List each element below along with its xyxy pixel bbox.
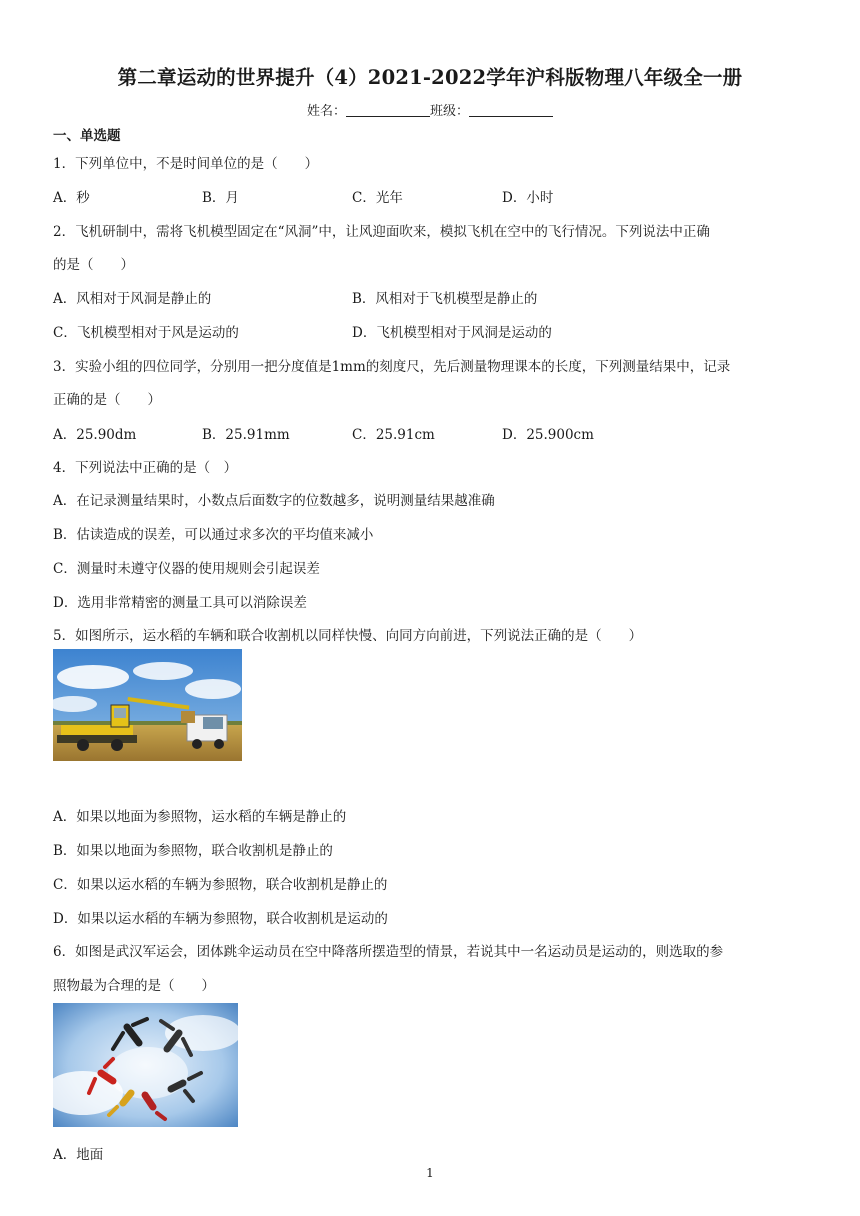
question-1-stem: 1．下列单位中，不是时间单位的是（ ） [53,156,319,172]
question-2-stem-line-2: 的是（ ） [53,257,134,273]
name-class-row [0,100,860,119]
skydivers-photo [53,1003,238,1127]
question-2-option-b: B．风相对于飞机模型是静止的 [352,291,538,307]
page-number: 1 [426,1166,434,1180]
class-blank[interactable] [469,104,553,117]
question-3-option-c: C．25.91cm [352,427,435,443]
question-2-option-c: C．飞机模型相对于风是运动的 [53,325,239,341]
question-1-option-b: B．月 [202,190,239,206]
question-1-option-d: D．小时 [502,190,554,206]
question-4-option-b: B．估读造成的误差，可以通过求多次的平均值来减小 [53,527,374,543]
question-3-option-d: D．25.900cm [502,427,594,443]
question-6-stem-line-2: 照物最为合理的是（ ） [53,978,215,994]
question-6-stem-line-1: 6．如图是武汉军运会，团体跳伞运动员在空中降落所摆造型的情景，若说其中一名运动员是运动的，则选取的参 [53,944,724,960]
question-3-stem-line-2: 正确的是（ ） [53,392,161,408]
question-5-stem: 5．如图所示，运水稻的车辆和联合收割机以同样快慢、向同方向前进，下列说法正确的是（ ） [53,628,643,644]
class-label: 班级： [430,104,470,119]
question-2-option-a: A．风相对于风洞是静止的 [53,291,212,307]
harvester-photo [53,649,242,761]
question-6-option-a: A．地面 [53,1147,104,1163]
question-4-option-c: C．测量时未遵守仪器的使用规则会引起误差 [53,561,320,577]
question-3-option-b: B．25.91mm [202,427,290,443]
question-5-option-d: D．如果以运水稻的车辆为参照物，联合收割机是运动的 [53,911,388,927]
question-1-option-a: A．秒 [53,190,90,206]
question-5-option-c: C．如果以运水稻的车辆为参照物，联合收割机是静止的 [53,877,388,893]
question-5-option-b: B．如果以地面为参照物，联合收割机是静止的 [53,843,333,859]
question-3-option-a: A．25.90dm [53,427,137,443]
question-3-stem-line-1: 3．实验小组的四位同学，分别用一把分度值是1mm的刻度尺，先后测量物理课本的长度，下列测量结果中，记录 [53,359,731,375]
question-4-stem: 4．下列说法中正确的是（ ） [53,460,238,476]
question-2-stem-line-1: 2．飞机研制中，需将飞机模型固定在“风洞”中，让风迎面吹来，模拟飞机在空中的飞行情况。下列说法中正确 [53,224,710,240]
question-1-option-c: C．光年 [352,190,403,206]
section-heading: 一、单选题 [53,128,121,144]
question-4-option-a: A．在记录测量结果时，小数点后面数字的位数越多，说明测量结果越准确 [53,493,495,509]
question-5-option-a: A．如果以地面为参照物，运水稻的车辆是静止的 [53,809,347,825]
name-blank[interactable] [346,104,430,117]
page-title: 第二章运动的世界提升（4）2021-2022学年沪科版物理八年级全一册 [117,66,743,89]
name-label: 姓名： [306,104,346,119]
question-2-option-d: D．飞机模型相对于风洞是运动的 [352,325,552,341]
question-4-option-d: D．选用非常精密的测量工具可以消除误差 [53,595,307,611]
